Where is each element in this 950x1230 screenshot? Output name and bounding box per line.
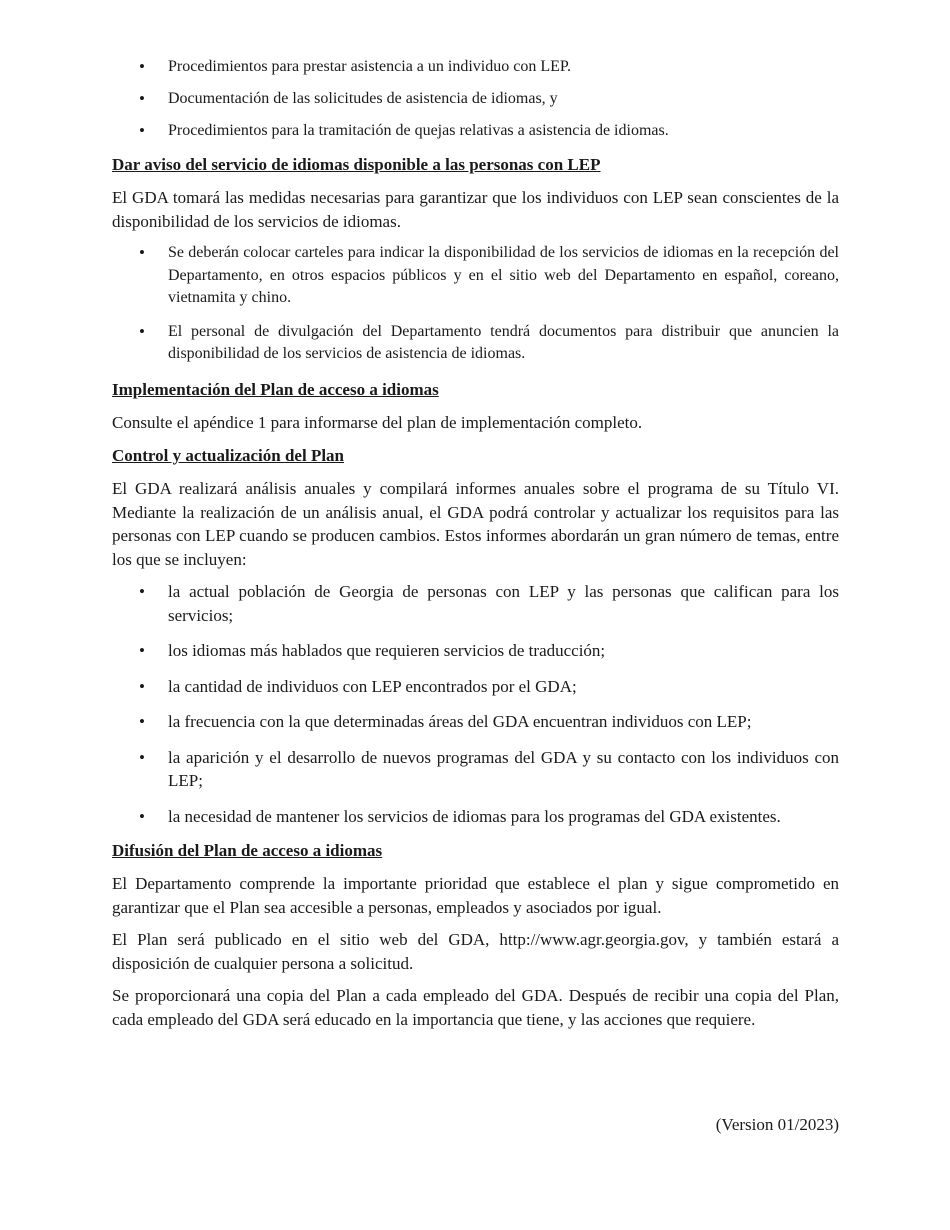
section-paragraph: El GDA tomará las medidas necesarias para garantizar que los individuos con LEP sean conscientes de la disponibilidad de los servicios de idiomas.: [112, 188, 839, 231]
section-paragraph: El Departamento comprende la importante prioridad que establece el plan y sigue comprometido en garantizar que el Plan sea accesible a personas, empleados y asociados por igual.: [112, 874, 839, 917]
section-heading-control: Control y actualización del Plan: [112, 446, 345, 465]
topics-bullet-list: [112, 580, 839, 828]
list-item: • los idiomas más hablados que requieren servicios de traducción;: [112, 639, 839, 663]
list-item: • la aparición y el desarrollo de nuevos programas del GDA y su contacto con los individuos con LEP;: [112, 746, 839, 793]
list-item: • Se deberán colocar carteles para indicar la disponibilidad de los servicios de idiomas en la recepción del Departamento, en otros espacios públicos y en el sitio web del Departamento en español, coreano, vietnamita y chino.: [112, 242, 839, 310]
notice-bullet-list: [112, 242, 839, 366]
list-item: • la cantidad de individuos con LEP encontrados por el GDA;: [112, 675, 839, 699]
section-heading-dissemination: Difusión del Plan de acceso a idiomas: [112, 841, 383, 860]
list-item: • El personal de divulgación del Departamento tendrá documentos para distribuir que anuncien la disponibilidad de los servicios de asistencia de idiomas.: [112, 321, 839, 366]
section-heading-notice: Dar aviso del servicio de idiomas disponible a las personas con LEP: [112, 155, 601, 174]
list-item: • Procedimientos para la tramitación de quejas relativas a asistencia de idiomas.: [112, 120, 839, 142]
document-body: [112, 56, 839, 1040]
list-item: • la actual población de Georgia de personas con LEP y las personas que califican para los servicios;: [112, 580, 839, 627]
list-item: • la frecuencia con la que determinadas áreas del GDA encuentran individuos con LEP;: [112, 710, 839, 734]
version-footer: (Version 01/2023): [715, 1115, 839, 1134]
section-paragraph: El GDA realizará análisis anuales y compilará informes anuales sobre el programa de su Título VI. Mediante la realización de un análisis anual, el GDA podrá controlar y actualizar los requisitos para las personas con LEP cuando se producen cambios. Estos informes abordarán un gran número de temas, entre los que se incluyen:: [112, 479, 839, 569]
section-paragraph: Se proporcionará una copia del Plan a cada empleado del GDA. Después de recibir una copia del Plan, cada empleado del GDA será educado en la importancia que tiene, y las acciones que requiere.: [112, 986, 839, 1029]
list-item: • Procedimientos para prestar asistencia a un individuo con LEP.: [112, 56, 839, 78]
section-heading-implementation: Implementación del Plan de acceso a idiomas: [112, 379, 439, 399]
list-item: • la necesidad de mantener los servicios de idiomas para los programas del GDA existentes.: [112, 805, 839, 829]
intro-bullet-list: [112, 56, 839, 142]
section-paragraph: Consulte el apéndice 1 para informarse del plan de implementación completo.: [112, 412, 643, 432]
list-item: • Documentación de las solicitudes de asistencia de idiomas, y: [112, 88, 839, 110]
section-paragraph: El Plan será publicado en el sitio web del GDA, http://www.agr.georgia.gov, y también estará a disposición de cualquier persona a solicitud.: [112, 930, 839, 973]
